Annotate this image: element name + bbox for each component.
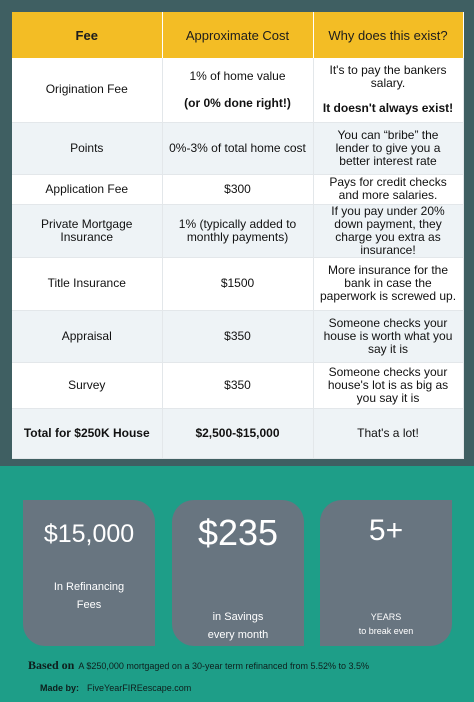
header-why: Why does this exist? [313, 12, 463, 58]
row-fee: Survey [12, 362, 162, 408]
summary-section [0, 466, 474, 702]
row-why: You can “bribe” the lender to give you a better interest rate [313, 122, 463, 174]
based-on-note [28, 658, 369, 673]
fees-table [12, 12, 464, 459]
total-fee: Total for $250K House [12, 408, 162, 458]
card-value: $15,000 [43, 520, 135, 548]
based-on-text: A $250,000 mortgaged on a 30-year term refinanced from 5.52% to 3.5% [78, 661, 370, 671]
fees-table-panel [12, 12, 463, 453]
header-cost: Approximate Cost [162, 12, 313, 58]
made-by-label: Made by: [40, 683, 80, 693]
row-cost: $1500 [162, 257, 313, 310]
row-fee: Title Insurance [12, 257, 162, 310]
table-row [12, 257, 463, 310]
card-label: every month [207, 629, 269, 641]
row-fee: Appraisal [12, 310, 162, 362]
row-cost [162, 58, 313, 122]
row-cost: $350 [162, 362, 313, 408]
row-cost: $300 [162, 174, 313, 204]
row-why: Someone checks your house's lot is as big as you say it is [313, 362, 463, 408]
row-cost-text: 1% of home value [189, 68, 286, 83]
card-value: $235 [197, 512, 279, 553]
row-why: More insurance for the bank in case the paperwork is screwed up. [313, 257, 463, 310]
row-fee: Points [12, 122, 162, 174]
refinancing-fees-card [23, 500, 155, 646]
break-even-card [320, 500, 452, 646]
made-by-note [40, 683, 191, 693]
row-why: If you pay under 20% down payment, they charge you extra as insurance! [313, 204, 463, 257]
row-cost: $350 [162, 310, 313, 362]
row-fee: Origination Fee [12, 58, 162, 122]
table-row [12, 174, 463, 204]
monthly-savings-card [172, 500, 304, 646]
card-label: Fees [76, 599, 102, 611]
total-cost: $2,500-$15,000 [162, 408, 313, 458]
row-why-text: It's to pay the bankers salary. [329, 63, 447, 91]
row-why: Someone checks your house is worth what you say it is [313, 310, 463, 362]
table-row [12, 58, 463, 122]
row-why [313, 58, 463, 122]
row-fee: Application Fee [12, 174, 162, 204]
table-row [12, 362, 463, 408]
card-value: 5+ [368, 514, 404, 547]
table-row [12, 122, 463, 174]
card-label: in Savings [212, 611, 264, 623]
made-by-site: FiveYearFIREescape.com [87, 683, 192, 693]
row-why: Pays for credit checks and more salaries. [313, 174, 463, 204]
card-label: to break even [358, 626, 414, 636]
table-header-row [12, 12, 463, 58]
row-why-bold: It doesn't always exist! [322, 101, 454, 116]
header-fee: Fee [12, 12, 162, 58]
card-label: YEARS [370, 612, 402, 622]
row-cost: 1% (typically added to monthly payments) [162, 204, 313, 257]
table-total-row [12, 408, 463, 458]
row-cost-bold: (or 0% done right!) [184, 95, 291, 110]
card-label: In Refinancing [53, 581, 125, 593]
table-row [12, 310, 463, 362]
total-why: That's a lot! [313, 408, 463, 458]
row-fee: Private Mortgage Insurance [12, 204, 162, 257]
table-row [12, 204, 463, 257]
based-on-label: Based on [28, 658, 75, 672]
row-cost: 0%-3% of total home cost [162, 122, 313, 174]
